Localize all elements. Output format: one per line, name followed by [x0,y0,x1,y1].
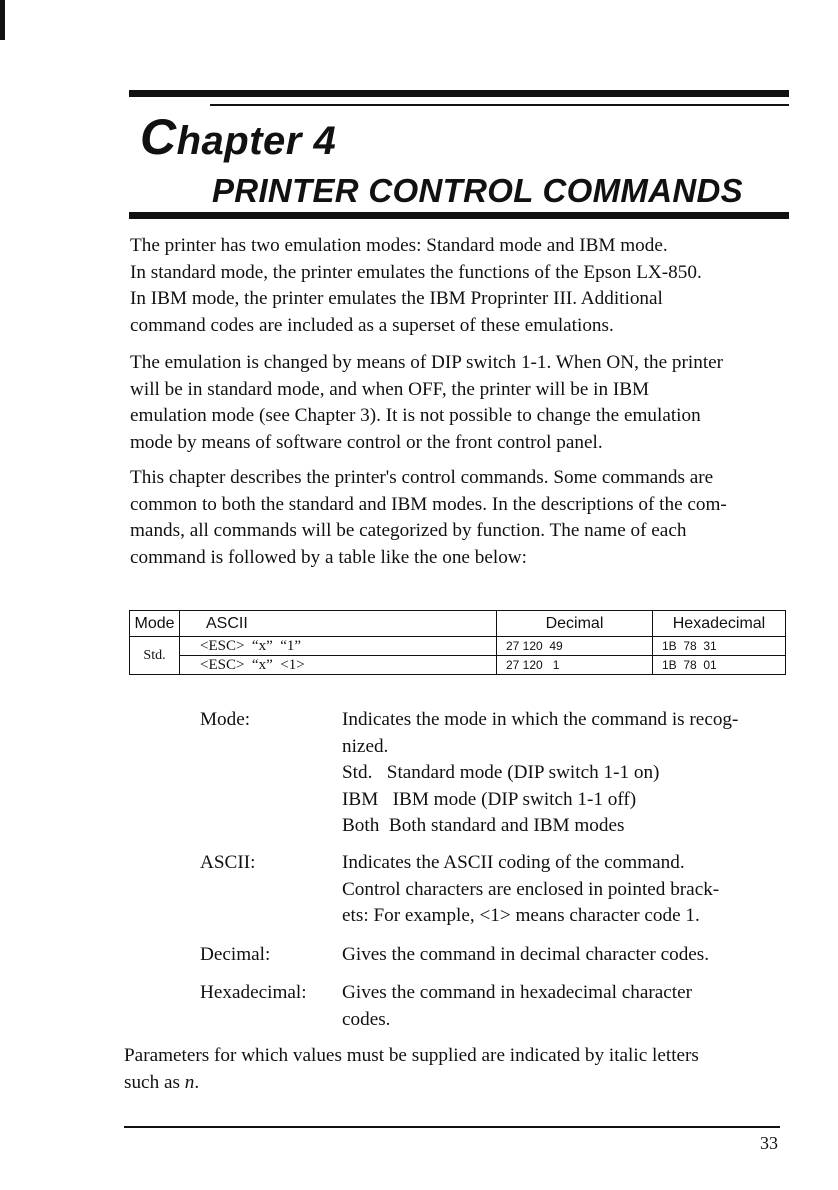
page-number: 33 [760,1133,778,1153]
definition-term-ascii: ASCII: [200,852,256,873]
text-line: Parameters for which values must be supplied are indicated by italic letters [124,1045,699,1066]
hex-cell: 1B 78 01 [653,656,786,675]
italic-variable: n [184,1071,195,1093]
header-rule-thin [210,104,789,106]
paragraph-commands [130,465,788,571]
text-line: The printer has two emulation modes: Standard mode and IBM mode. [130,235,668,256]
text-line: Control characters are enclosed in pointed brack- [342,878,720,900]
header-rule-bottom [129,212,789,219]
command-table [129,610,786,675]
text-line: mands, all commands will be categorized by function. The name of each [130,520,687,541]
text-line: nized. [342,735,389,757]
text-line: such as n. [124,1071,200,1093]
mode-cell: Std. [130,637,180,675]
definition-body-decimal [342,942,786,969]
definition-term-mode: Mode: [200,709,251,730]
definition-term-decimal: Decimal: [200,944,271,965]
paragraph-parameters [124,1043,788,1096]
text-line: emulation mode (see Chapter 3). It is not possible to change the emulation [130,405,701,426]
text-line: This chapter describes the printer's control commands. Some commands are [130,467,714,488]
text-line: Both Both standard and IBM modes [342,815,625,836]
chapter-title: PRINTER CONTROL COMMANDS [212,172,743,209]
hex-cell: 1B 78 31 [653,637,786,656]
text-line: In IBM mode, the printer emulates the IBM Proprinter III. Additional [130,288,663,309]
text-line: In standard mode, the printer emulates the functions of the Epson LX-850. [130,261,702,283]
text-line: ets: For example, <1> means character code 1. [342,905,700,926]
text-line: codes. [342,1008,391,1030]
header-decimal: Decimal [497,611,653,637]
text-line: Gives the command in hexadecimal character [342,982,693,1003]
decimal-cell: 27 120 1 [497,656,653,675]
text-line: mode by means of software control or the front control panel. [130,431,603,453]
decimal-cell: 27 120 49 [497,637,653,656]
text-line: Gives the command in decimal character codes. [342,944,710,965]
header-rule-top [129,90,789,97]
table-header-row [130,611,786,637]
text-line: Indicates the ASCII coding of the command. [342,852,685,873]
header-hexadecimal: Hexadecimal [653,611,786,637]
text-line: The emulation is changed by means of DIP switch 1-1. When ON, the printer [130,352,724,373]
table-row [130,637,786,656]
text-line: will be in standard mode, and when OFF, the printer will be in IBM [130,378,650,400]
paragraph-intro [130,233,788,339]
text-line: command codes are included as a superset of these emulations. [130,314,614,336]
footer-rule [124,1126,780,1128]
text-line: command is followed by a table like the one below: [130,546,527,568]
definition-body-hexadecimal [342,980,786,1033]
definition-body-mode [342,707,786,840]
text-line: Indicates the mode in which the command is recog- [342,709,739,730]
header-mode: Mode [130,611,180,637]
chapter-label: Chapter 4 [140,109,337,165]
definition-term-hexadecimal: Hexadecimal: [200,982,307,1003]
scan-edge-mark [0,0,5,40]
definition-body-ascii [342,850,786,930]
text-line: common to both the standard and IBM modes. In the descriptions of the com- [130,493,727,515]
ascii-cell: <ESC> “x” “1” [180,637,497,656]
ascii-cell: <ESC> “x” <1> [180,656,497,675]
table-row [130,656,786,675]
text-line: Std. Standard mode (DIP switch 1-1 on) [342,762,660,783]
header-ascii: ASCII [180,611,497,637]
text-line: IBM IBM mode (DIP switch 1-1 off) [342,788,637,810]
paragraph-emulation [130,350,788,456]
